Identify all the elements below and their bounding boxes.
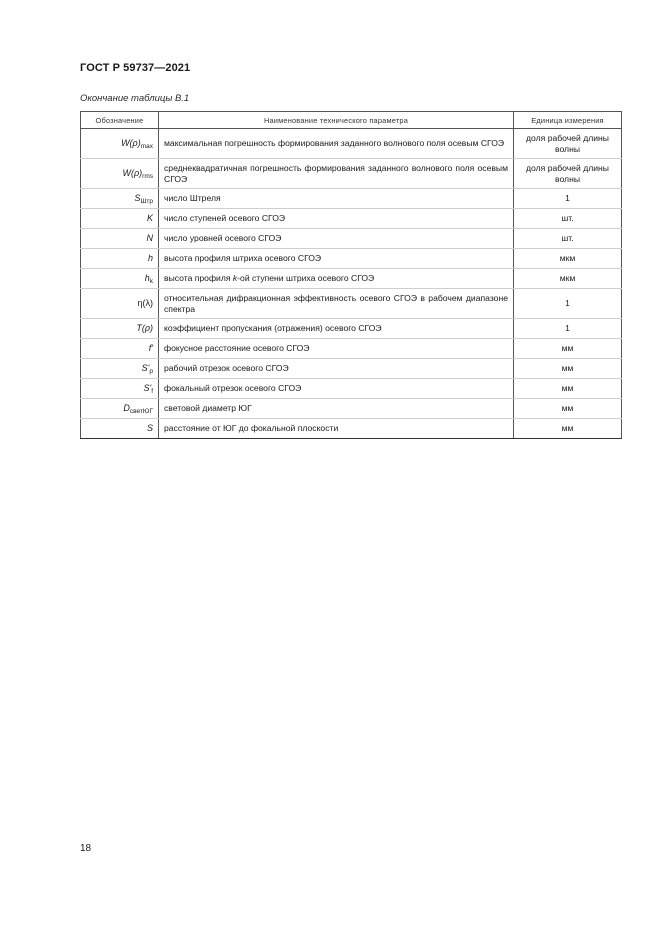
symbol-cell xyxy=(81,209,159,229)
parameter-name-cell: среднеквадратичная погрешность формирования заданного волнового поля осевым СГОЭ xyxy=(159,159,514,189)
unit-cell: мм xyxy=(514,359,622,379)
symbol-text: η(λ) xyxy=(137,298,153,308)
unit-cell: 1 xyxy=(514,189,622,209)
table-row xyxy=(81,359,622,379)
symbol-cell xyxy=(81,339,159,359)
parameter-name-part: высота профиля xyxy=(164,273,233,283)
unit-cell: мкм xyxy=(514,269,622,289)
symbol-text: W(ρ) xyxy=(121,138,141,148)
unit-cell: мкм xyxy=(514,249,622,269)
parameter-name-cell: максимальная погрешность формирования заданного волнового поля осевым СГОЭ xyxy=(159,129,514,159)
table-row xyxy=(81,269,622,289)
parameters-table xyxy=(80,111,622,439)
unit-cell: мм xyxy=(514,379,622,399)
parameter-name-italic-part: k xyxy=(232,273,238,283)
symbol-text: f' xyxy=(148,343,153,353)
symbol-subscript: Штр xyxy=(140,198,153,205)
table-row xyxy=(81,419,622,439)
symbol-cell xyxy=(81,359,159,379)
symbol-text: h xyxy=(144,273,150,283)
symbol-cell xyxy=(81,159,159,189)
parameter-name-cell: фокальный отрезок осевого СГОЭ xyxy=(159,379,514,399)
symbol-text: W(ρ) xyxy=(122,168,143,178)
parameter-name-cell xyxy=(159,269,514,289)
parameter-name-cell: рабочий отрезок осевого СГОЭ xyxy=(159,359,514,379)
table-row xyxy=(81,249,622,269)
symbol-cell xyxy=(81,289,159,319)
symbol-text: S xyxy=(146,423,153,433)
table-row xyxy=(81,319,622,339)
symbol-text: S' xyxy=(143,383,152,393)
symbol-cell xyxy=(81,399,159,419)
parameter-name-cell: число уровней осевого СГОЭ xyxy=(159,229,514,249)
symbol-text: D xyxy=(123,403,130,413)
table-row xyxy=(81,379,622,399)
parameter-name-cell: число Штреля xyxy=(159,189,514,209)
parameter-name-cell: световой диаметр ЮГ xyxy=(159,399,514,419)
table-row xyxy=(81,189,622,209)
table-row xyxy=(81,209,622,229)
symbol-cell xyxy=(81,319,159,339)
page-number: 18 xyxy=(80,843,92,854)
symbol-text: S xyxy=(134,193,141,203)
parameter-name-cell: расстояние от ЮГ до фокальной плоскости xyxy=(159,419,514,439)
unit-cell: доля рабочей длины волны xyxy=(514,129,622,159)
symbol-text: K xyxy=(146,213,153,223)
unit-cell: шт. xyxy=(514,209,622,229)
parameter-name-cell: относительная дифракционная эффективность осевого СГОЭ в рабочем диапазоне спектра xyxy=(159,289,514,319)
symbol-subscript: светЮГ xyxy=(129,408,153,415)
symbol-text: T(ρ) xyxy=(136,323,153,333)
parameter-name-cell: высота профиля штриха осевого СГОЭ xyxy=(159,249,514,269)
parameter-name-cell: коэффициент пропускания (отражения) осевого СГОЭ xyxy=(159,319,514,339)
symbol-cell xyxy=(81,379,159,399)
table-header-row xyxy=(81,112,622,129)
symbol-subscript: p xyxy=(149,368,153,375)
symbol-text: S' xyxy=(141,363,150,373)
unit-cell: 1 xyxy=(514,289,622,319)
table-row xyxy=(81,339,622,359)
symbol-cell xyxy=(81,129,159,159)
table-row xyxy=(81,229,622,249)
parameter-name-cell: число ступеней осевого СГОЭ xyxy=(159,209,514,229)
document-code: ГОСТ Р 59737—2021 xyxy=(80,62,191,74)
table-row xyxy=(81,399,622,419)
symbol-cell xyxy=(81,419,159,439)
column-header-parameter-name: Наименование технического параметра xyxy=(159,112,514,129)
table-row xyxy=(81,159,622,189)
symbol-cell xyxy=(81,249,159,269)
table-row xyxy=(81,129,622,159)
table-caption: Окончание таблицы В.1 xyxy=(80,93,190,104)
unit-cell: шт. xyxy=(514,229,622,249)
symbol-subscript: rms xyxy=(142,173,153,180)
symbol-cell xyxy=(81,269,159,289)
column-header-unit: Единица измерения xyxy=(514,112,622,129)
unit-cell: мм xyxy=(514,339,622,359)
unit-cell: мм xyxy=(514,399,622,419)
unit-cell: 1 xyxy=(514,319,622,339)
column-header-symbol: Обозначение xyxy=(81,112,159,129)
symbol-subscript: k xyxy=(149,278,153,285)
symbol-subscript: f xyxy=(151,388,153,395)
unit-cell: мм xyxy=(514,419,622,439)
unit-cell: доля рабочей длины волны xyxy=(514,159,622,189)
symbol-subscript: max xyxy=(140,143,153,150)
parameter-name-part: -ой ступени штриха осевого СГОЭ xyxy=(237,273,375,283)
parameter-name-cell: фокусное расстояние осевого СГОЭ xyxy=(159,339,514,359)
symbol-text: h xyxy=(147,253,153,263)
symbol-cell xyxy=(81,189,159,209)
symbol-text: N xyxy=(146,233,153,243)
symbol-cell xyxy=(81,229,159,249)
table-row xyxy=(81,289,622,319)
